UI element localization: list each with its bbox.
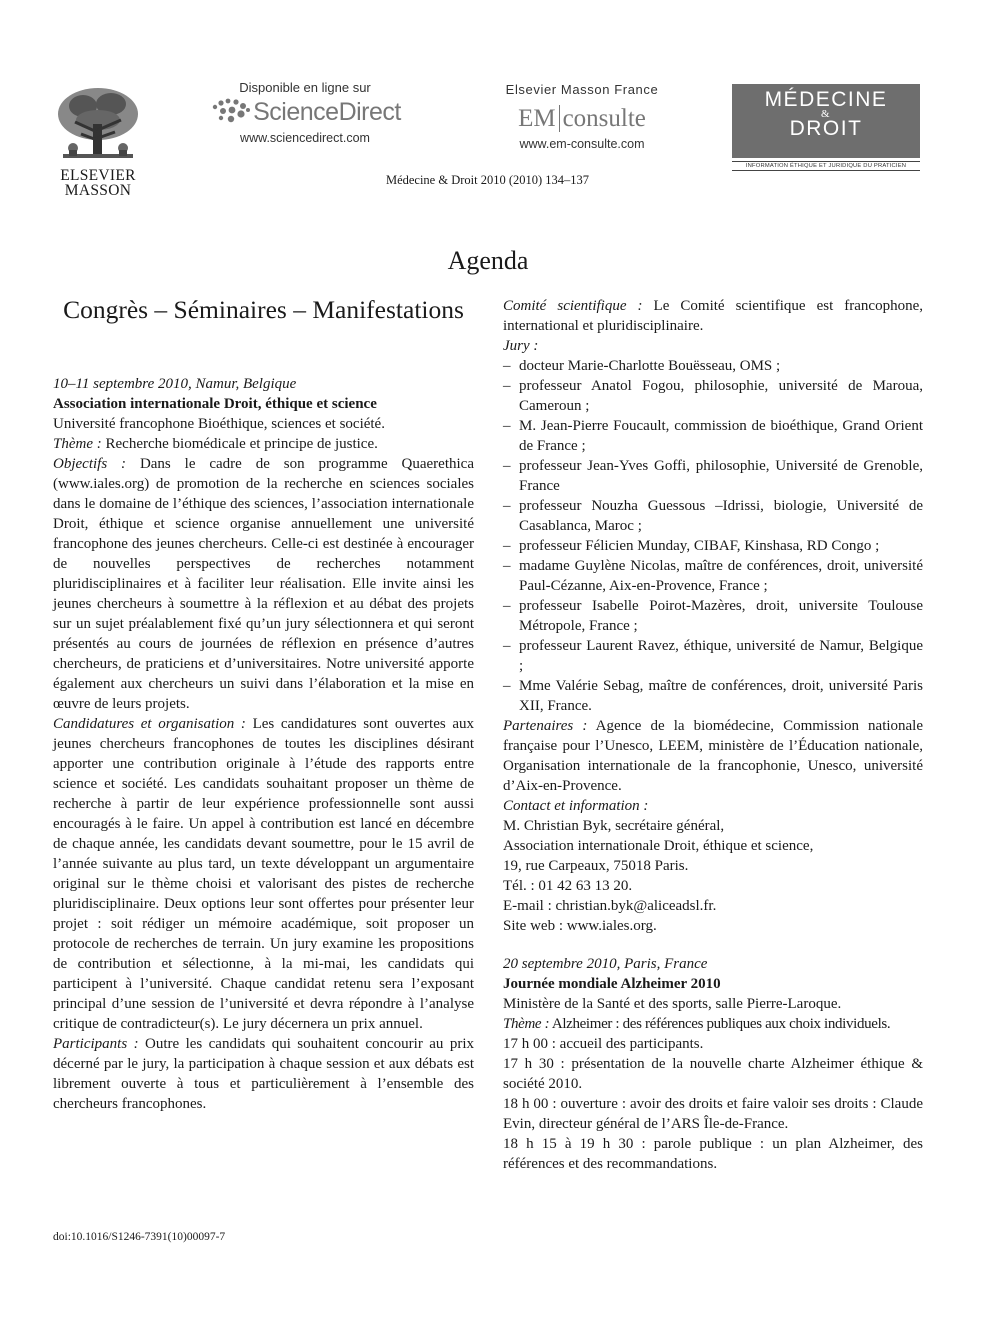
event2-theme: [503, 1014, 923, 1034]
event1-theme-text: Recherche biomédicale et principe de justice.: [101, 436, 378, 452]
event2-venue: Ministère de la Santé et des sports, salle Pierre-Laroque.: [503, 996, 842, 1012]
emconsulte-url: www.em-consulte.com: [519, 137, 645, 151]
journal-logo-line1: MÉDECINE: [764, 88, 888, 111]
event1-participants: [53, 1034, 474, 1114]
emconsulte-logo: [492, 82, 672, 151]
event1-theme-label: Thème :: [53, 436, 102, 452]
event1-partenaires: [503, 716, 923, 796]
publisher-name: Elsevier Masson France: [505, 82, 659, 97]
journal-logo: [732, 84, 920, 171]
event1-candidatures-label: Candidatures et organisation :: [53, 716, 246, 732]
event1-title: Association internationale Droit, éthique et science: [53, 396, 377, 412]
event1-objectifs: [53, 454, 474, 714]
contact-line: Tél. : 01 42 63 13 20.: [503, 878, 633, 894]
event1-comite-label: Comité scientifique :: [503, 298, 643, 314]
journal-logo-tagline: INFORMATION ÉTHIQUE ET JURIDIQUE DU PRATICIEN: [732, 161, 920, 171]
journal-logo-amp: &: [820, 108, 832, 120]
contact-line: Association internationale Droit, éthique et science,: [503, 838, 814, 854]
contact-line: Site web : www.iales.org.: [503, 918, 657, 934]
event2-date: 20 septembre 2010, Paris, France: [503, 956, 708, 972]
sciencedirect-dots-icon: [209, 97, 253, 127]
event1-partenaires-text: Agence de la biomédecine, Commission nationale française pour l’Unesco, LEEM, ministère de l’Éducation nationale, Organisation internationale de la francophonie, Unesco, université d’Aix-en-Provence.: [503, 718, 924, 794]
event1-date: 10–11 septembre 2010, Namur, Belgique: [53, 376, 297, 392]
event2-theme-label: Thème :: [503, 1016, 550, 1032]
contact-line: M. Christian Byk, secrétaire général,: [503, 818, 725, 834]
journal-citation: Médecine & Droit 2010 (2010) 134–137: [385, 173, 590, 187]
journal-logo-line2: DROIT: [789, 117, 863, 140]
section-title: Congrès – Séminaires – Manifestations: [63, 295, 464, 324]
contact-line: E-mail : christian.byk@aliceadsl.fr.: [503, 898, 717, 914]
jury-member: – madame Guylène Nicolas, maître de conférences, droit, université Paul-Cézanne, Aix-en-Provence, France ;: [503, 556, 923, 596]
jury-member: – professeur Nouzha Guessous –Idrissi, biologie, Université de Casablanca, Maroc ;: [503, 496, 923, 536]
emconsulte-name-right: consulte: [562, 105, 646, 132]
event2-title: Journée mondiale Alzheimer 2010: [503, 976, 721, 992]
jury-member: – professeur Félicien Munday, CIBAF, Kinshasa, RD Congo ;: [503, 536, 923, 556]
jury-list: [503, 356, 923, 716]
jury-member: – professeur Jean-Yves Goffi, philosophie, Université de Grenoble, France: [503, 456, 923, 496]
jury-member: – professeur Isabelle Poirot-Mazères, droit, universite Toulouse Métropole, France ;: [503, 596, 923, 636]
event1-comite: [503, 296, 923, 336]
event1-theme: [53, 434, 474, 454]
emconsulte-name-left: EM: [518, 105, 556, 132]
jury-member: – professeur Laurent Ravez, éthique, université de Namur, Belgique ;: [503, 636, 923, 676]
jury-member: – docteur Marie-Charlotte Bouësseau, OMS ;: [503, 356, 923, 376]
program-item: 17 h 30 : présentation de la nouvelle charte Alzheimer éthique & société 2010.: [503, 1056, 923, 1092]
event1-candidatures: [53, 714, 474, 1034]
elsevier-wordmark: ELSEVIER: [60, 167, 136, 184]
left-column: [53, 374, 474, 1114]
event1-comite-text: Le Comité scientifique est francophone, international et pluridisciplinaire.: [503, 298, 923, 334]
doi: doi:10.1016/S1246-7391(10)00097-7: [53, 1231, 226, 1243]
sciencedirect-tagline: Disponible en ligne sur: [239, 80, 371, 95]
program-item: 18 h 00 : ouverture : avoir des droits et faire valoir ses droits : Claude Evin, directeur général de l’ARS Île-de-France.: [503, 1096, 923, 1132]
event1-jury-label: Jury :: [503, 338, 539, 354]
page-heading: Agenda: [447, 246, 529, 275]
event1-objectifs-text: Dans le cadre de son programme Quaerethica (www.iales.org) de promotion de la recherche en sciences sociales dans le domaine de l’éthique des sciences, l’association internationale Droit, éthique et science organise annuellement une université francophone des jeunes chercheurs. Celle-ci est destinée à encourager de nouvelles perspectives de recherches notamment pluridisciplinaires et à faciliter leur réalisation. Elle invite ainsi les jeunes chercheurs à soumettre à la réflexion et au débat des projets sur un sujet préalablement fixé qu’un jury sélectionnera et qui seront présentés au cours de journées de réflexion en présence d’autres chercheurs, de praticiens et d’universitaires. Notre université apporte également aux chercheurs un suivi dans l’élaboration et la mise en œuvre de leurs projets.: [53, 456, 474, 712]
jury-member: – M. Jean-Pierre Foucault, commission de bioéthique, Grand Orient de France ;: [503, 416, 923, 456]
jury-member: – professeur Anatol Fogou, philosophie, université de Maroua, Cameroun ;: [503, 376, 923, 416]
program-item: 17 h 00 : accueil des participants.: [503, 1036, 704, 1052]
sciencedirect-logo: [205, 80, 405, 145]
event2-theme-text: Alzheimer : des références publiques aux choix individuels.: [549, 1016, 891, 1032]
event1-objectifs-label: Objectifs :: [53, 456, 127, 472]
journal-logo-box: [732, 84, 920, 158]
elsevier-tree-icon: [53, 84, 143, 168]
event1-candidatures-text: Les candidatures sont ouvertes aux jeunes chercheurs francophones de toutes les disciplines désirant apporter une contribution originale à l’étude des rapports entre science et société. Les candidats souhaitant proposer un thème de recherche à partir de leur expérience professionnelle sont aussi encouragés à le faire. Un appel à contribution est lancé en décembre de chaque année, les candidats devant soumettre, pour le 15 avril de l’année suivante au plus tard, un texte développant un argumentaire original sur le thème choisi et valorisant des pistes de recherche pluridisciplinaire. Deux options leur sont offertes pour présenter leur projet : soit rédiger un mémoire académique, soit proposer un protocole de recherches de terrain. Un jury examine les propositions de contribution et sélectionne, à la mi-mai, les candidats qui participent à l’université. Chaque candidat retenu sera l’exposant principal d’une session de l’université et devra répondre à l’analyse critique de contradicteur(s). Le jury décernera un prix annuel.: [53, 716, 474, 1032]
event1-participants-text: Outre les candidats qui souhaitent concourir au prix décerné par le jury, la participation à chaque session et aux débats est librement ouverte à tous et particulièrement à l’ensemble des chercheurs francophones.: [53, 1036, 474, 1112]
event1-partenaires-label: Partenaires :: [503, 718, 588, 734]
event1-subtitle: Université francophone Bioéthique, sciences et société.: [53, 416, 385, 432]
contact-line: 19, rue Carpeaux, 75018 Paris.: [503, 858, 689, 874]
emconsulte-name: [492, 105, 672, 133]
elsevier-masson-logo: [52, 84, 144, 198]
program-item: 18 h 15 à 19 h 30 : parole publique : un plan Alzheimer, des références et des recommandations.: [503, 1136, 923, 1172]
jury-member: – Mme Valérie Sebag, maître de conférences, droit, université Paris XII, France.: [503, 676, 923, 716]
event1-participants-label: Participants :: [53, 1036, 139, 1052]
right-column: [503, 296, 923, 1174]
sciencedirect-name: ScienceDirect: [253, 97, 401, 126]
masson-wordmark: MASSON: [64, 182, 132, 199]
sciencedirect-url: www.sciencedirect.com: [240, 131, 370, 145]
event1-contact-label: Contact et information :: [503, 798, 649, 814]
